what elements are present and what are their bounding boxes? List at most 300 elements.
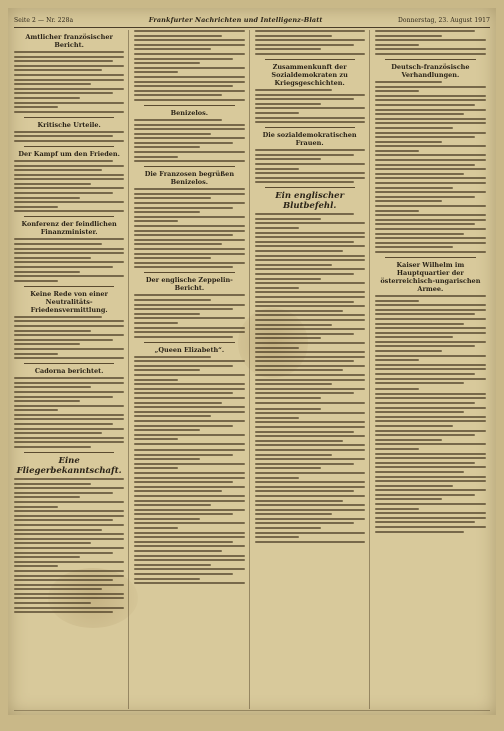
text-line <box>375 145 486 147</box>
text-line <box>255 232 365 234</box>
article <box>14 363 124 448</box>
text-line <box>255 168 299 170</box>
article <box>14 216 124 281</box>
article-separator <box>265 127 355 128</box>
article-body <box>134 356 244 445</box>
text-line <box>134 53 244 55</box>
text-line <box>375 246 453 248</box>
text-line <box>255 181 354 183</box>
text-line <box>375 402 475 404</box>
article-body <box>375 81 486 253</box>
text-line <box>134 568 244 570</box>
text-line <box>14 593 124 595</box>
text-line <box>375 90 420 92</box>
text-line <box>14 69 102 71</box>
article-body <box>14 238 124 281</box>
text-line <box>375 309 486 311</box>
text-line <box>255 347 299 349</box>
text-line <box>255 222 365 224</box>
text-line <box>375 304 486 306</box>
text-line <box>14 339 113 341</box>
text-line <box>375 368 486 370</box>
text-line <box>134 133 211 135</box>
text-line <box>134 429 200 431</box>
text-line <box>375 430 486 432</box>
text-line <box>14 602 91 604</box>
text-line <box>255 342 365 344</box>
text-line <box>255 541 365 543</box>
text-line <box>134 536 244 538</box>
text-line <box>134 518 200 520</box>
text-line <box>134 360 244 362</box>
text-line <box>14 579 113 581</box>
text-line <box>14 102 124 104</box>
article <box>14 286 124 359</box>
column-3 <box>255 30 370 709</box>
text-line <box>255 241 354 243</box>
text-line <box>14 353 58 355</box>
text-line <box>14 510 124 512</box>
article-separator <box>144 166 234 167</box>
text-line <box>255 379 365 381</box>
text-line <box>14 409 58 411</box>
text-line <box>134 81 244 83</box>
text-line <box>375 382 464 384</box>
text-line <box>375 439 442 441</box>
text-line <box>14 542 91 544</box>
text-line <box>14 556 80 558</box>
text-line <box>375 494 475 496</box>
text-line <box>14 97 80 99</box>
text-line <box>14 588 102 590</box>
text-line <box>255 435 365 437</box>
text-line <box>375 242 486 244</box>
text-line <box>255 333 354 335</box>
text-line <box>375 336 453 338</box>
text-line <box>255 454 332 456</box>
text-line <box>14 496 80 498</box>
masthead-right: Donnerstag, 23. August 1917 <box>397 16 490 24</box>
text-line <box>375 332 486 334</box>
text-line <box>134 94 222 96</box>
article-headline: Cadorna berichtet. <box>34 367 104 376</box>
article-body <box>255 149 365 183</box>
article <box>14 117 124 142</box>
text-line <box>14 478 124 480</box>
text-line <box>375 295 486 297</box>
text-line <box>134 308 233 310</box>
text-line <box>134 513 233 515</box>
text-line <box>134 564 211 566</box>
text-line <box>375 44 420 46</box>
article-headline: Benizelos. <box>170 108 209 117</box>
footer-rule <box>14 710 490 711</box>
text-line <box>14 187 124 189</box>
text-line <box>14 140 124 142</box>
text-line <box>375 521 475 523</box>
text-line <box>134 124 244 126</box>
text-line <box>255 467 321 469</box>
text-line <box>14 441 124 443</box>
text-line <box>134 443 244 445</box>
text-line <box>134 85 233 87</box>
text-line <box>375 448 420 450</box>
article-separator <box>24 363 114 364</box>
text-line <box>134 365 233 367</box>
text-line <box>14 165 124 167</box>
text-line <box>14 565 58 567</box>
text-line <box>375 109 486 111</box>
masthead <box>14 14 490 26</box>
text-line <box>134 550 222 552</box>
article-headline: Die Franzosen begrüßen Benizelos. <box>144 170 235 187</box>
article-body <box>134 119 244 162</box>
text-line <box>14 561 124 563</box>
text-line <box>134 67 244 69</box>
text-line <box>375 393 486 395</box>
text-line <box>134 99 244 101</box>
text-line <box>375 53 486 55</box>
text-line <box>255 472 365 474</box>
text-line <box>255 319 365 321</box>
text-line <box>134 486 244 488</box>
text-line <box>14 611 113 613</box>
text-line <box>134 62 200 64</box>
text-line <box>14 275 124 277</box>
text-line <box>134 313 200 315</box>
text-line <box>14 316 102 318</box>
text-line <box>375 443 486 445</box>
text-line <box>134 582 244 584</box>
article-headline: Keine Rede von einer Neutralitäts-Friedensvermittlung. <box>30 289 108 314</box>
text-line <box>14 248 124 250</box>
text-line <box>14 201 124 203</box>
article-separator <box>144 342 234 343</box>
text-line <box>255 463 354 465</box>
text-line <box>255 154 354 156</box>
text-line <box>134 383 244 385</box>
text-line <box>255 402 365 404</box>
text-line <box>375 223 475 225</box>
text-line <box>255 112 299 114</box>
text-line <box>255 495 365 497</box>
text-line <box>255 273 354 275</box>
text-line <box>255 245 365 247</box>
article-body <box>255 89 365 123</box>
article <box>134 30 244 101</box>
text-line <box>134 541 233 543</box>
text-line <box>375 411 464 413</box>
text-line <box>14 570 124 572</box>
text-line <box>134 30 244 32</box>
text-line <box>255 527 321 529</box>
text-line <box>14 423 113 425</box>
text-line <box>14 131 124 133</box>
text-line <box>375 173 464 175</box>
text-line <box>255 89 332 91</box>
text-line <box>134 392 233 394</box>
text-line <box>134 500 244 502</box>
column-1 <box>14 30 129 709</box>
text-line <box>375 177 486 179</box>
article <box>255 408 365 543</box>
text-line <box>375 219 486 221</box>
text-line <box>14 111 124 113</box>
article-separator <box>24 452 114 453</box>
text-line <box>134 142 233 144</box>
text-line <box>255 383 332 385</box>
text-line <box>375 359 420 361</box>
text-line <box>134 415 211 417</box>
text-line <box>375 95 486 97</box>
text-line <box>375 318 486 320</box>
text-line <box>14 56 124 58</box>
text-line <box>375 200 442 202</box>
text-line <box>14 160 113 162</box>
text-line <box>134 243 222 245</box>
text-line <box>14 79 124 81</box>
text-line <box>375 228 486 230</box>
article-separator <box>265 187 355 188</box>
text-line <box>134 44 244 46</box>
article-body <box>134 294 244 337</box>
article <box>134 449 244 584</box>
text-line <box>14 243 102 245</box>
text-line <box>134 35 222 37</box>
text-line <box>375 210 420 212</box>
article-body <box>14 377 124 448</box>
text-line <box>375 118 486 120</box>
article-separator <box>24 117 114 118</box>
text-line <box>14 206 58 208</box>
text-line <box>255 250 343 252</box>
text-line <box>134 555 244 557</box>
article <box>255 30 365 55</box>
text-line <box>375 323 464 325</box>
text-line <box>14 257 91 259</box>
text-line <box>14 524 124 526</box>
text-line <box>375 531 464 533</box>
text-line <box>375 345 475 347</box>
text-line <box>14 437 124 439</box>
text-line <box>14 334 124 336</box>
article-body <box>14 51 124 113</box>
article-headline: Deutsch-französische Verhandlungen. <box>391 62 470 79</box>
text-line <box>255 536 299 538</box>
article-separator <box>144 105 234 106</box>
text-line <box>14 343 80 345</box>
text-line <box>255 30 365 32</box>
text-line <box>255 490 354 492</box>
text-line <box>375 378 486 380</box>
text-line <box>255 117 365 119</box>
article-headline: Zusammenkunft der Sozialdemokraten zu Kriegsgeschichten. <box>271 62 348 87</box>
text-line <box>375 159 486 161</box>
text-line <box>14 391 124 393</box>
text-line <box>255 324 332 326</box>
text-line <box>14 487 124 489</box>
text-line <box>134 522 244 524</box>
text-line <box>14 492 113 494</box>
text-line <box>255 149 365 151</box>
text-line <box>255 421 365 423</box>
article <box>14 33 124 113</box>
text-line <box>375 508 420 510</box>
article-body <box>134 188 244 268</box>
text-line <box>255 44 354 46</box>
text-line <box>255 282 365 284</box>
article-separator <box>385 59 476 60</box>
masthead-title: Frankfurter Nachrichten und Intelligenz-Blatt <box>148 16 323 24</box>
text-line <box>14 357 124 359</box>
text-line <box>255 259 365 261</box>
text-line <box>375 341 486 343</box>
text-line <box>14 183 91 185</box>
text-line <box>134 146 200 148</box>
text-line <box>134 137 244 139</box>
text-line <box>375 214 486 216</box>
text-line <box>255 388 365 390</box>
text-line <box>375 132 486 134</box>
text-line <box>255 305 365 307</box>
article-body <box>14 478 124 613</box>
text-line <box>14 106 58 108</box>
text-line <box>375 81 442 83</box>
text-line <box>255 121 365 123</box>
text-line <box>255 35 332 37</box>
article-body <box>14 316 124 359</box>
text-line <box>255 412 365 414</box>
text-line <box>14 506 58 508</box>
text-line <box>255 53 365 55</box>
text-line <box>375 517 486 519</box>
text-line <box>255 449 365 451</box>
text-line <box>134 327 244 329</box>
article-headline: Der englische Zeppelin-Bericht. <box>145 276 233 293</box>
text-line <box>134 495 244 497</box>
text-line <box>14 432 102 434</box>
text-line <box>375 327 486 329</box>
text-line <box>375 503 486 505</box>
text-line <box>134 197 211 199</box>
text-line <box>255 94 365 96</box>
text-line <box>375 425 453 427</box>
text-line <box>375 407 486 409</box>
text-line <box>375 489 486 491</box>
text-line <box>14 88 124 90</box>
text-line <box>255 48 321 50</box>
article <box>255 127 365 183</box>
text-line <box>14 348 124 350</box>
text-line <box>375 99 486 101</box>
text-line <box>255 291 365 293</box>
article-body <box>255 213 365 403</box>
text-line <box>134 160 244 162</box>
text-line <box>134 119 222 121</box>
text-line <box>255 287 299 289</box>
text-line <box>255 392 354 394</box>
text-line <box>255 103 321 105</box>
text-line <box>134 225 244 227</box>
text-line <box>134 397 244 399</box>
article-separator <box>144 272 234 273</box>
text-line <box>134 467 178 469</box>
text-line <box>134 438 178 440</box>
text-line <box>255 440 343 442</box>
text-line <box>134 322 178 324</box>
text-line <box>134 477 244 479</box>
text-line <box>255 163 365 165</box>
text-line <box>134 559 244 561</box>
text-line <box>134 532 244 534</box>
text-line <box>14 178 124 180</box>
article-body <box>255 30 365 55</box>
text-line <box>255 509 365 511</box>
article-body <box>134 30 244 101</box>
text-line <box>255 500 343 502</box>
text-line <box>14 607 124 609</box>
text-line <box>255 417 299 419</box>
article <box>375 59 486 253</box>
text-line <box>375 205 486 207</box>
article <box>375 257 486 384</box>
text-line <box>255 337 321 339</box>
text-line <box>375 462 475 464</box>
article-body <box>375 30 486 55</box>
text-line <box>255 356 365 358</box>
text-line <box>375 251 486 253</box>
text-line <box>134 379 178 381</box>
text-line <box>255 39 365 41</box>
text-line <box>255 98 354 100</box>
article-headline: Die sozialdemokratischen Frauen. <box>262 131 357 148</box>
text-line <box>375 485 453 487</box>
text-line <box>134 331 244 333</box>
text-line <box>375 182 486 184</box>
article-headline: Kaiser Wilhelm im Hauptquartier der österreichisch-ungarischen Armee. <box>380 260 481 293</box>
text-line <box>14 192 113 194</box>
text-line <box>134 202 244 204</box>
text-line <box>375 48 486 50</box>
text-line <box>375 113 464 115</box>
text-line <box>134 434 244 436</box>
text-line <box>375 355 486 357</box>
text-line <box>14 418 124 420</box>
text-line <box>255 532 365 534</box>
article-separator <box>265 59 355 60</box>
text-line <box>14 197 80 199</box>
text-line <box>14 280 58 282</box>
text-line <box>134 425 233 427</box>
text-line <box>134 472 244 474</box>
text-line <box>375 127 453 129</box>
text-line <box>255 268 365 270</box>
text-line <box>134 504 211 506</box>
text-line <box>134 39 244 41</box>
text-line <box>255 360 354 362</box>
text-line <box>14 501 124 503</box>
text-line <box>134 304 244 306</box>
article <box>134 342 244 445</box>
text-line <box>255 444 365 446</box>
text-line <box>255 504 365 506</box>
article-body <box>14 131 124 142</box>
text-line <box>134 253 244 255</box>
text-line <box>255 408 321 410</box>
text-line <box>134 58 233 60</box>
text-line <box>375 388 420 390</box>
text-line <box>255 397 321 399</box>
